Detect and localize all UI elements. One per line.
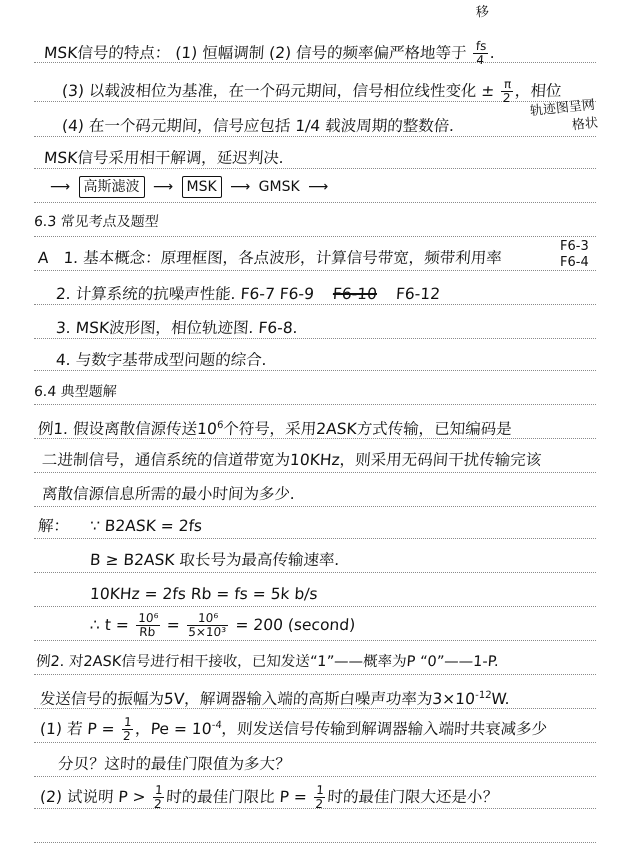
example-2-c-tail: ，则发送信号传输到解调器输入端时共衰减多少 <box>220 720 548 739</box>
ref-f6-3: F6-3 <box>560 239 589 254</box>
topic-prefix: A <box>37 249 50 267</box>
ruled-line <box>34 304 596 305</box>
example-2-text-b: 发送信号的振幅为5V，解调器输入端的高斯白噪声功率为3×10 <box>39 690 476 709</box>
solution-label: 解： <box>37 517 70 535</box>
ruled-line <box>34 776 596 777</box>
fraction-10e6-over-rb <box>135 612 161 639</box>
topic-line-4: 4. 与数字基带成型问题的综合. <box>55 351 268 369</box>
fraction-pi-over-2 <box>500 78 514 105</box>
section-heading-6-3: 6.3 常见考点及题型 <box>33 214 160 230</box>
exponent: -4 <box>211 720 223 731</box>
ruled-line <box>34 338 596 339</box>
carrier-period-line: (4) 在一个码元期间，信号应包括 1/4 载波周期的整数倍. <box>61 117 455 135</box>
fraction-numerator: 10⁶ <box>187 612 230 626</box>
example-1-line-a <box>37 416 512 439</box>
fraction-denominator: Rb <box>138 625 156 639</box>
example-2-c-pre: (1) 若 P = <box>39 720 116 739</box>
ruled-line <box>34 136 596 137</box>
ruled-line <box>34 472 596 473</box>
ruled-line <box>34 640 596 641</box>
fraction-numerator: 1 <box>121 716 134 730</box>
example-2-e-tail: 时的最佳门限大还是小？ <box>326 788 499 806</box>
fraction-denominator: 5×10³ <box>187 625 227 639</box>
ruled-line <box>34 538 596 539</box>
gmsk-label: GMSK <box>258 179 300 195</box>
fraction-denominator: 2 <box>153 797 163 811</box>
example-2-line-a: 例2. 对2ASK信号进行相干接收，已知发送“1”——概率为P “0”——1-P. <box>35 654 500 670</box>
solution-line-4: ∴ t = $\frac{\text{10⁶}}{Rb}$ = $\frac{\text{10⁶}}{\text{5×10³}}$ = 200 (second) <box>89 611 356 639</box>
example-2-line-c <box>39 716 548 743</box>
fraction-numerator: 1 <box>152 784 165 798</box>
example-2-c-mid: ，Pe = 10 <box>134 720 213 739</box>
fraction-denominator: 4 <box>475 53 485 67</box>
ruled-line <box>34 202 596 203</box>
fraction-fs-over-4 <box>472 40 488 67</box>
solution-step-4-pre: ∴ t = <box>89 616 130 634</box>
fraction-denominator: 2 <box>122 729 132 744</box>
example-1-line-c: 离散信源信息所需的最小时间为多少. <box>41 485 296 503</box>
insertion-note: 移 <box>475 4 490 21</box>
section-heading-6-4: 6.4 典型题解 <box>33 384 118 400</box>
ruled-line <box>34 404 596 405</box>
example-2-line-b <box>39 686 510 709</box>
ref-f6-12: F6-12 <box>395 285 441 303</box>
example-1-text-a: 例1. 假设离散信源传送10 <box>37 420 218 439</box>
phase-tail: ，相位 <box>514 82 563 100</box>
fraction-denominator: 2 <box>502 91 511 105</box>
example-2-e-mid: 时的最佳门限比 P = <box>165 788 308 806</box>
msk-features-text: MSK信号的特点： (1) 恒幅调制 (2) 信号的频率偏严格地等于 <box>43 44 468 62</box>
example-2-line-d: 分贝？这时的最佳门限值为多大？ <box>57 755 292 773</box>
ruled-line <box>34 572 596 573</box>
fraction-one-half <box>121 716 135 743</box>
ruled-line <box>34 674 596 675</box>
fraction-numerator: fs <box>473 40 488 54</box>
example-2-e-pre: (2) 试说明 P > <box>39 788 147 806</box>
solution-line-3: 10KHz = 2fs Rb = fs = 5k b/s <box>89 585 319 603</box>
example-2-text-b-tail: W. <box>490 690 511 709</box>
fraction-10e6-over-5e3 <box>186 612 230 639</box>
arrow-icon: ⟶ <box>230 179 251 195</box>
phase-line <box>61 78 562 105</box>
demod-line: MSK信号采用相干解调，延迟判决. <box>43 149 285 167</box>
fraction-numerator: 1 <box>314 784 327 798</box>
struck-ref: F6-10 <box>332 285 378 303</box>
fraction-numerator: 10⁶ <box>136 612 161 626</box>
msk-features-line: MSK信号的特点： (1) 恒幅调制 (2) 信号的频率偏严格地等于 $\frac{fs}{4}$ . <box>43 39 496 67</box>
topic-line-3: 3. MSK波形图，相位轨迹图. F6-8. <box>55 319 299 337</box>
ruled-line <box>34 370 596 371</box>
example-1-line-b: 二进制信号，通信系统的信道带宽为10KHz，则采用无码间干扰传输完该 <box>41 451 542 469</box>
topic-line-2 <box>55 284 440 304</box>
fraction-one-half <box>313 784 327 811</box>
fraction-one-half <box>152 784 166 811</box>
solution-step-4-result: = 200 (second) <box>234 616 356 634</box>
arrow-icon: ⟶ <box>308 179 329 195</box>
ruled-line <box>34 606 596 607</box>
topic-1-text: 1. 基本概念：原理框图，各点波形，计算信号带宽，频带利用率 <box>62 249 503 267</box>
gmsk-flow <box>46 176 332 198</box>
ruled-line <box>34 168 596 169</box>
example-2-line-e <box>39 784 499 811</box>
topic-line-1 <box>37 248 502 268</box>
gaussian-filter-box: 高斯滤波 <box>79 176 145 198</box>
topic-2-text: 2. 计算系统的抗噪声性能. F6-7 F6-9 <box>55 285 315 303</box>
solution-line-1 <box>37 516 202 536</box>
ruled-line <box>34 236 596 237</box>
solution-step-1: ∵ B2ASK = 2fs <box>89 517 203 535</box>
margin-note-shape: 格状 <box>571 115 599 134</box>
phase-text: (3) 以载波相位为基准，在一个码元期间，信号相位线性变化 ± <box>61 82 495 100</box>
fraction-denominator: 2 <box>314 797 324 811</box>
exponent: 6 <box>216 420 224 431</box>
exponent: -12 <box>474 690 492 701</box>
arrow-icon: ⟶ <box>50 179 71 195</box>
solution-line-2: B ≥ B2ASK 取长号为最高传输速率. <box>89 551 341 569</box>
ruled-line <box>34 842 596 843</box>
margin-note-lattice: 轨迹图呈网 <box>529 97 596 120</box>
msk-box: MSK <box>182 176 222 198</box>
ref-f6-4: F6-4 <box>560 255 589 270</box>
example-1-text-b: 个符号，采用2ASK方式传输，已知编码是 <box>222 420 513 439</box>
ruled-line <box>34 270 596 271</box>
fraction-numerator: π <box>501 78 514 92</box>
arrow-icon: ⟶ <box>152 179 174 195</box>
ruled-line <box>34 506 596 507</box>
